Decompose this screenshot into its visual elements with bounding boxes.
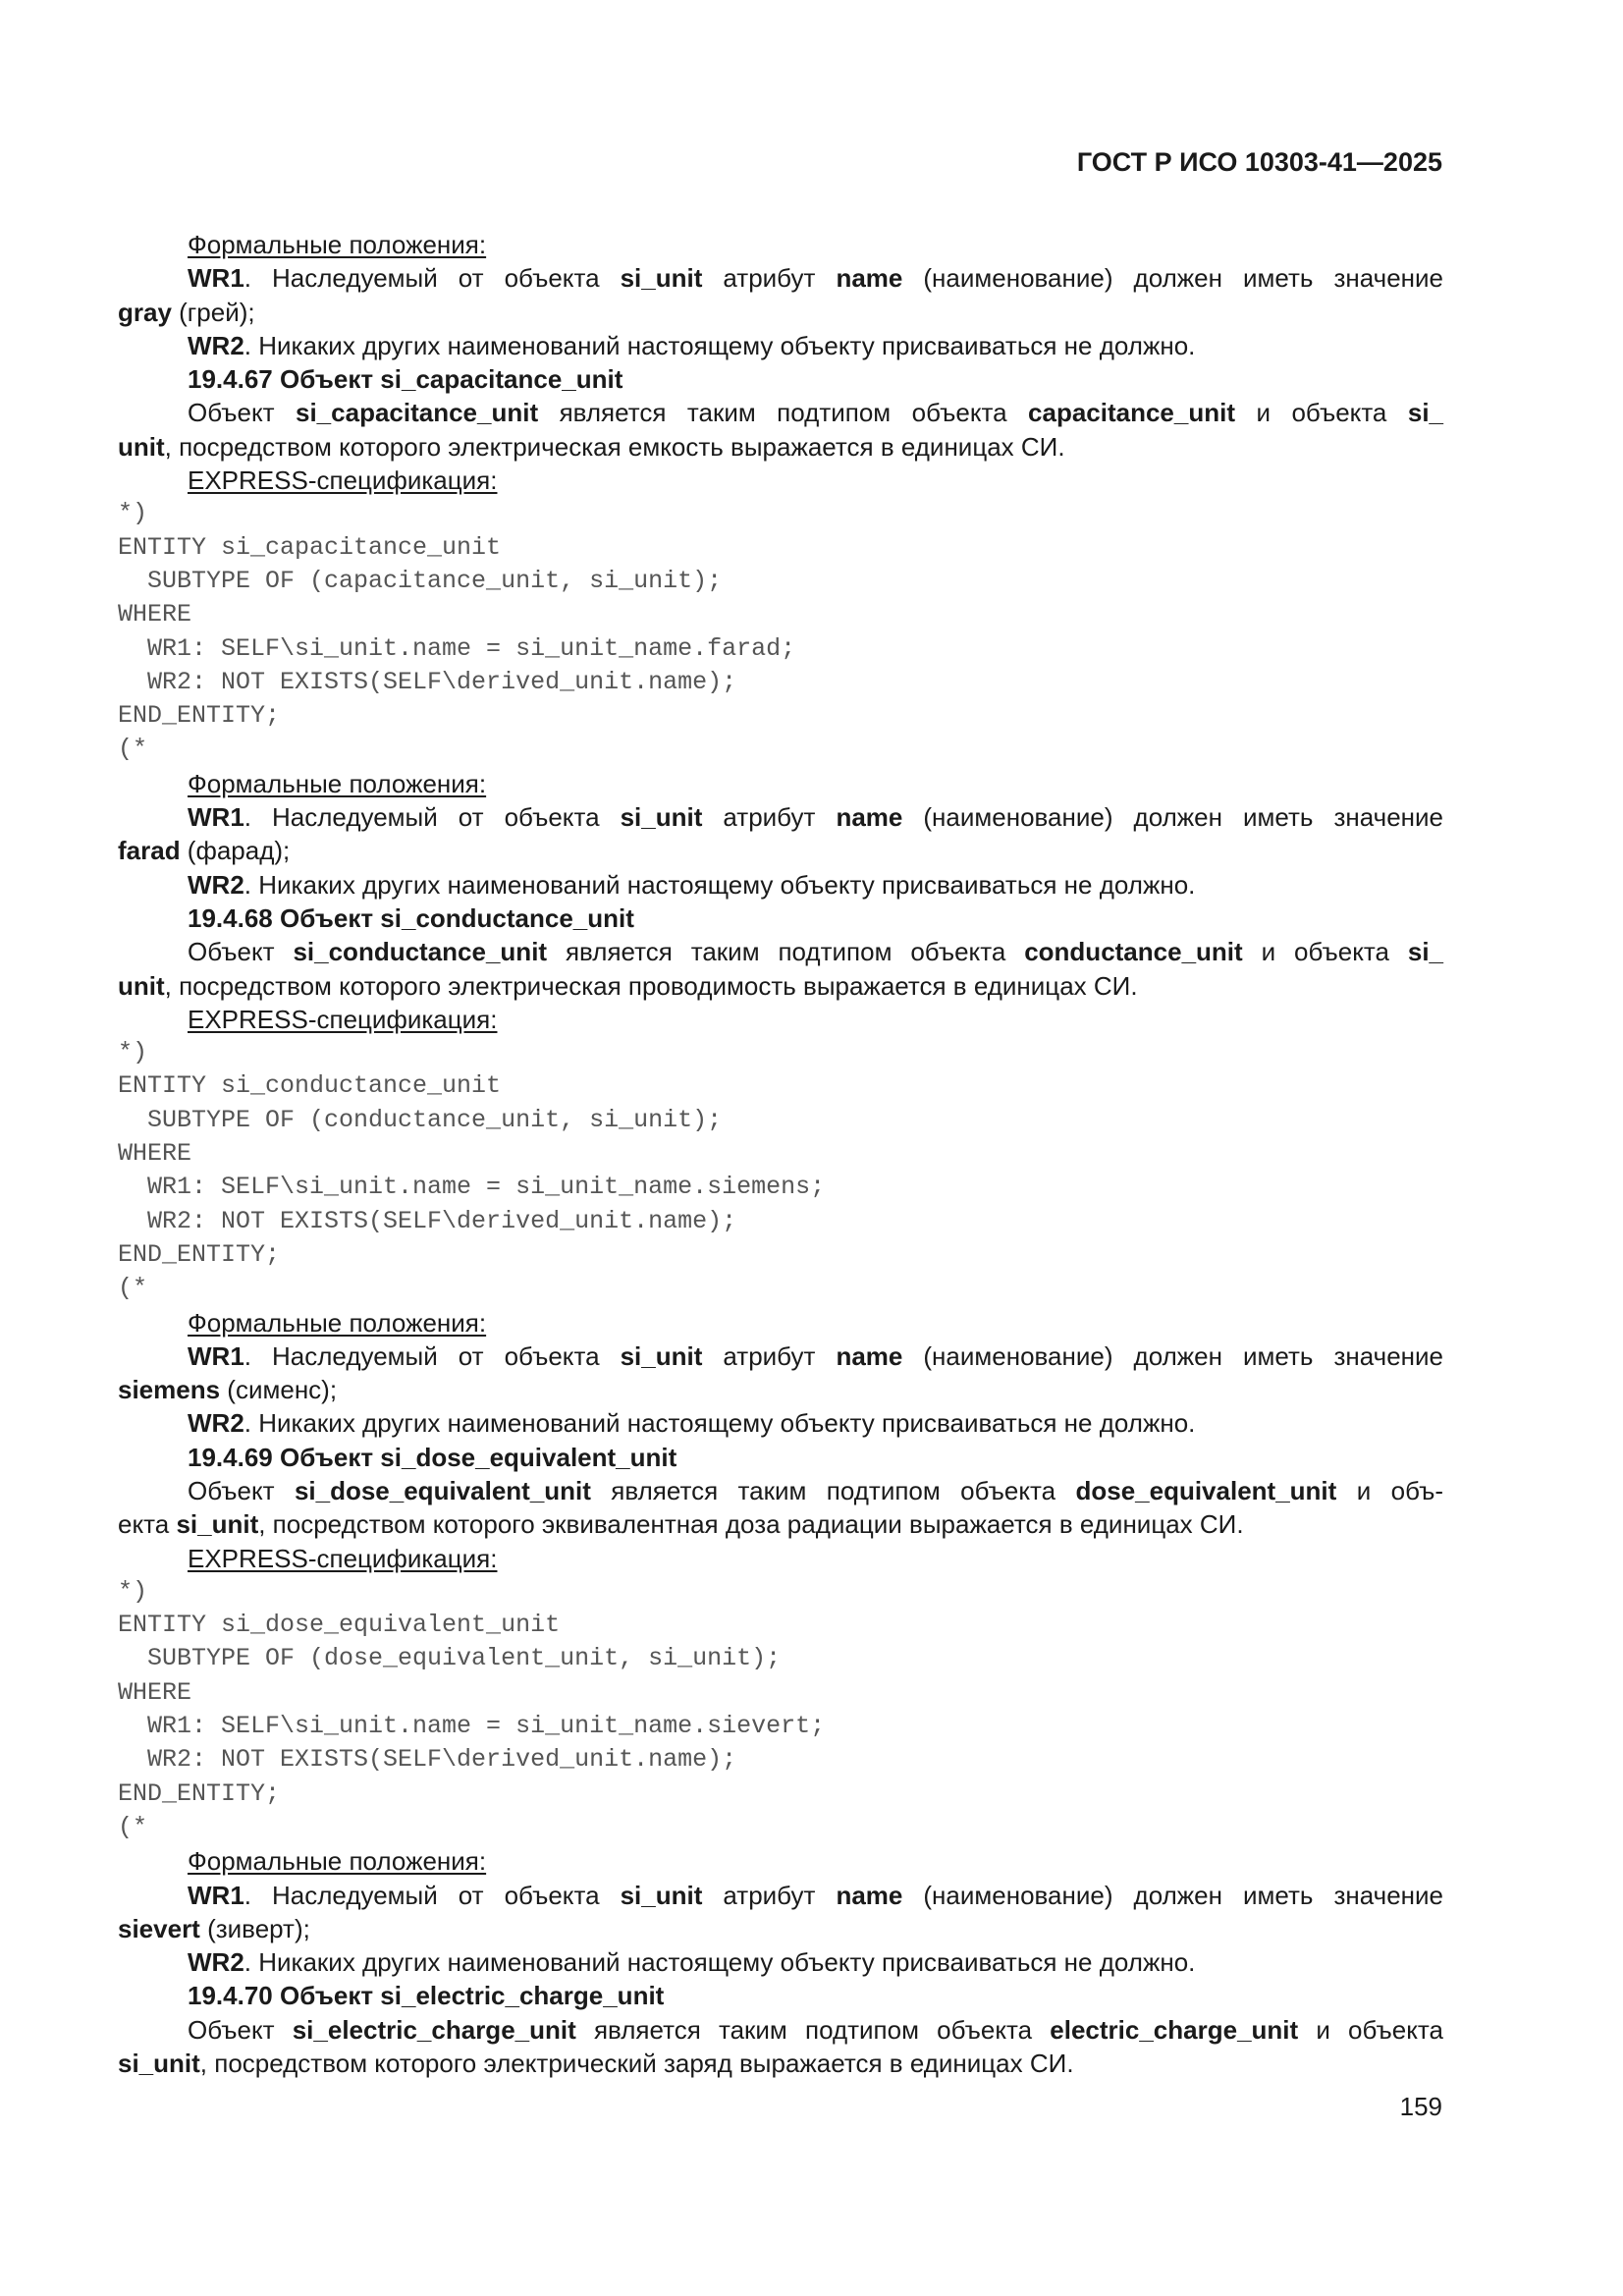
formal-provisions-label: Формальные положения:	[188, 1846, 487, 1877]
section-description: Объект si_dose_equivalent_unit является таким подтипом объекта dose_equivalent_unit и объ-	[188, 1475, 1444, 1505]
wr1-rule: WR1. Наследуемый от объекта si_unit атрибут name (наименование) должен иметь значение	[188, 1880, 1444, 1910]
code-line: WR2: NOT EXISTS(SELF\derived_unit.name);	[118, 667, 737, 696]
section-description: Объект si_conductance_unit является таким подтипом объекта conductance_unit и объекта si_	[188, 937, 1444, 967]
code-line: END_ENTITY;	[118, 1239, 281, 1269]
section-heading: 19.4.67 Объект si_capacitance_unit	[188, 364, 623, 395]
section-description-cont: si_unit, посредством которого электрический заряд выражается в единицах СИ.	[118, 2049, 1074, 2079]
page-content	[118, 228, 1443, 2080]
express-spec-label: EXPRESS-спецификация:	[188, 465, 498, 496]
section-description: Объект si_capacitance_unit является таким подтипом объекта capacitance_unit и объекта si_	[188, 398, 1444, 428]
wr1-value: gray (грей);	[118, 297, 255, 327]
formal-provisions-label: Формальные положения:	[188, 230, 487, 259]
document-header: ГОСТ Р ИСО 10303-41—2025	[1076, 147, 1442, 177]
wr1-rule: WR1. Наследуемый от объекта si_unit атрибут name (наименование) должен иметь значение	[188, 802, 1444, 833]
wr2-rule: WR2. Никаких других наименований настоящему объекту присваиваться не должно.	[188, 330, 1196, 360]
code-line: END_ENTITY;	[118, 1778, 281, 1808]
section-heading: 19.4.70 Объект si_electric_charge_unit	[188, 1981, 665, 2011]
code-line: WR1: SELF\si_unit.name = si_unit_name.farad;	[118, 633, 796, 663]
code-line: SUBTYPE OF (conductance_unit, si_unit);	[118, 1105, 723, 1134]
code-line: ENTITY si_capacitance_unit	[118, 532, 502, 562]
section-description: Объект si_electric_charge_unit является таким подтипом объекта electric_charge_unit и объекта	[188, 2014, 1443, 2045]
express-spec-label: EXPRESS-спецификация:	[188, 1543, 498, 1573]
code-line: WHERE	[118, 1139, 192, 1169]
wr1-value: sievert (зиверт);	[118, 1913, 310, 1943]
code-line: WHERE	[118, 1677, 192, 1707]
wr1-value: farad (фарад);	[118, 836, 291, 866]
page-number: 159	[1399, 2092, 1442, 2121]
code-line: SUBTYPE OF (dose_equivalent_unit, si_unit);	[118, 1644, 782, 1673]
code-line: WR2: NOT EXISTS(SELF\derived_unit.name);	[118, 1206, 737, 1235]
code-line: *)	[118, 1038, 148, 1067]
code-line: (*	[118, 1274, 148, 1303]
section-description-cont: екта si_unit, посредством которого эквивалентная доза радиации выражается в единицах СИ.	[118, 1509, 1244, 1540]
code-line: SUBTYPE OF (capacitance_unit, si_unit);	[118, 566, 723, 595]
formal-provisions-label: Формальные положения:	[188, 768, 487, 798]
section-heading: 19.4.68 Объект si_conductance_unit	[188, 902, 634, 933]
code-line: WR1: SELF\si_unit.name = si_unit_name.siemens;	[118, 1173, 826, 1202]
section-heading: 19.4.69 Объект si_dose_equivalent_unit	[188, 1442, 677, 1472]
code-line: *)	[118, 1576, 148, 1606]
section-description-cont: unit, посредством которого электрическая емкость выражается в единицах СИ.	[118, 431, 1065, 462]
code-line: (*	[118, 735, 148, 764]
wr2-rule: WR2. Никаких других наименований настоящему объекту присваиваться не должно.	[188, 869, 1196, 900]
wr1-rule: WR1. Наследуемый от объекта si_unit атрибут name (наименование) должен иметь значение	[188, 1340, 1444, 1371]
code-line: WHERE	[118, 600, 192, 629]
code-line: WR2: NOT EXISTS(SELF\derived_unit.name);	[118, 1745, 737, 1775]
code-line: END_ENTITY;	[118, 701, 281, 731]
code-line: (*	[118, 1812, 148, 1841]
code-line: ENTITY si_conductance_unit	[118, 1071, 502, 1101]
wr2-rule: WR2. Никаких других наименований настоящему объекту присваиваться не должно.	[188, 1408, 1196, 1439]
wr1-rule: WR1. Наследуемый от объекта si_unit атрибут name (наименование) должен иметь значение	[188, 263, 1444, 294]
code-line: WR1: SELF\si_unit.name = si_unit_name.sievert;	[118, 1712, 826, 1741]
wr1-value: siemens (сименс);	[118, 1375, 338, 1405]
formal-provisions-label: Формальные положения:	[188, 1307, 487, 1338]
section-description-cont: unit, посредством которого электрическая проводимость выражается в единицах СИ.	[118, 970, 1138, 1001]
express-spec-label: EXPRESS-спецификация:	[188, 1004, 498, 1034]
code-line: ENTITY si_dose_equivalent_unit	[118, 1611, 561, 1640]
code-line: *)	[118, 499, 148, 528]
wr2-rule: WR2. Никаких других наименований настоящему объекту присваиваться не должно.	[188, 1947, 1196, 1978]
